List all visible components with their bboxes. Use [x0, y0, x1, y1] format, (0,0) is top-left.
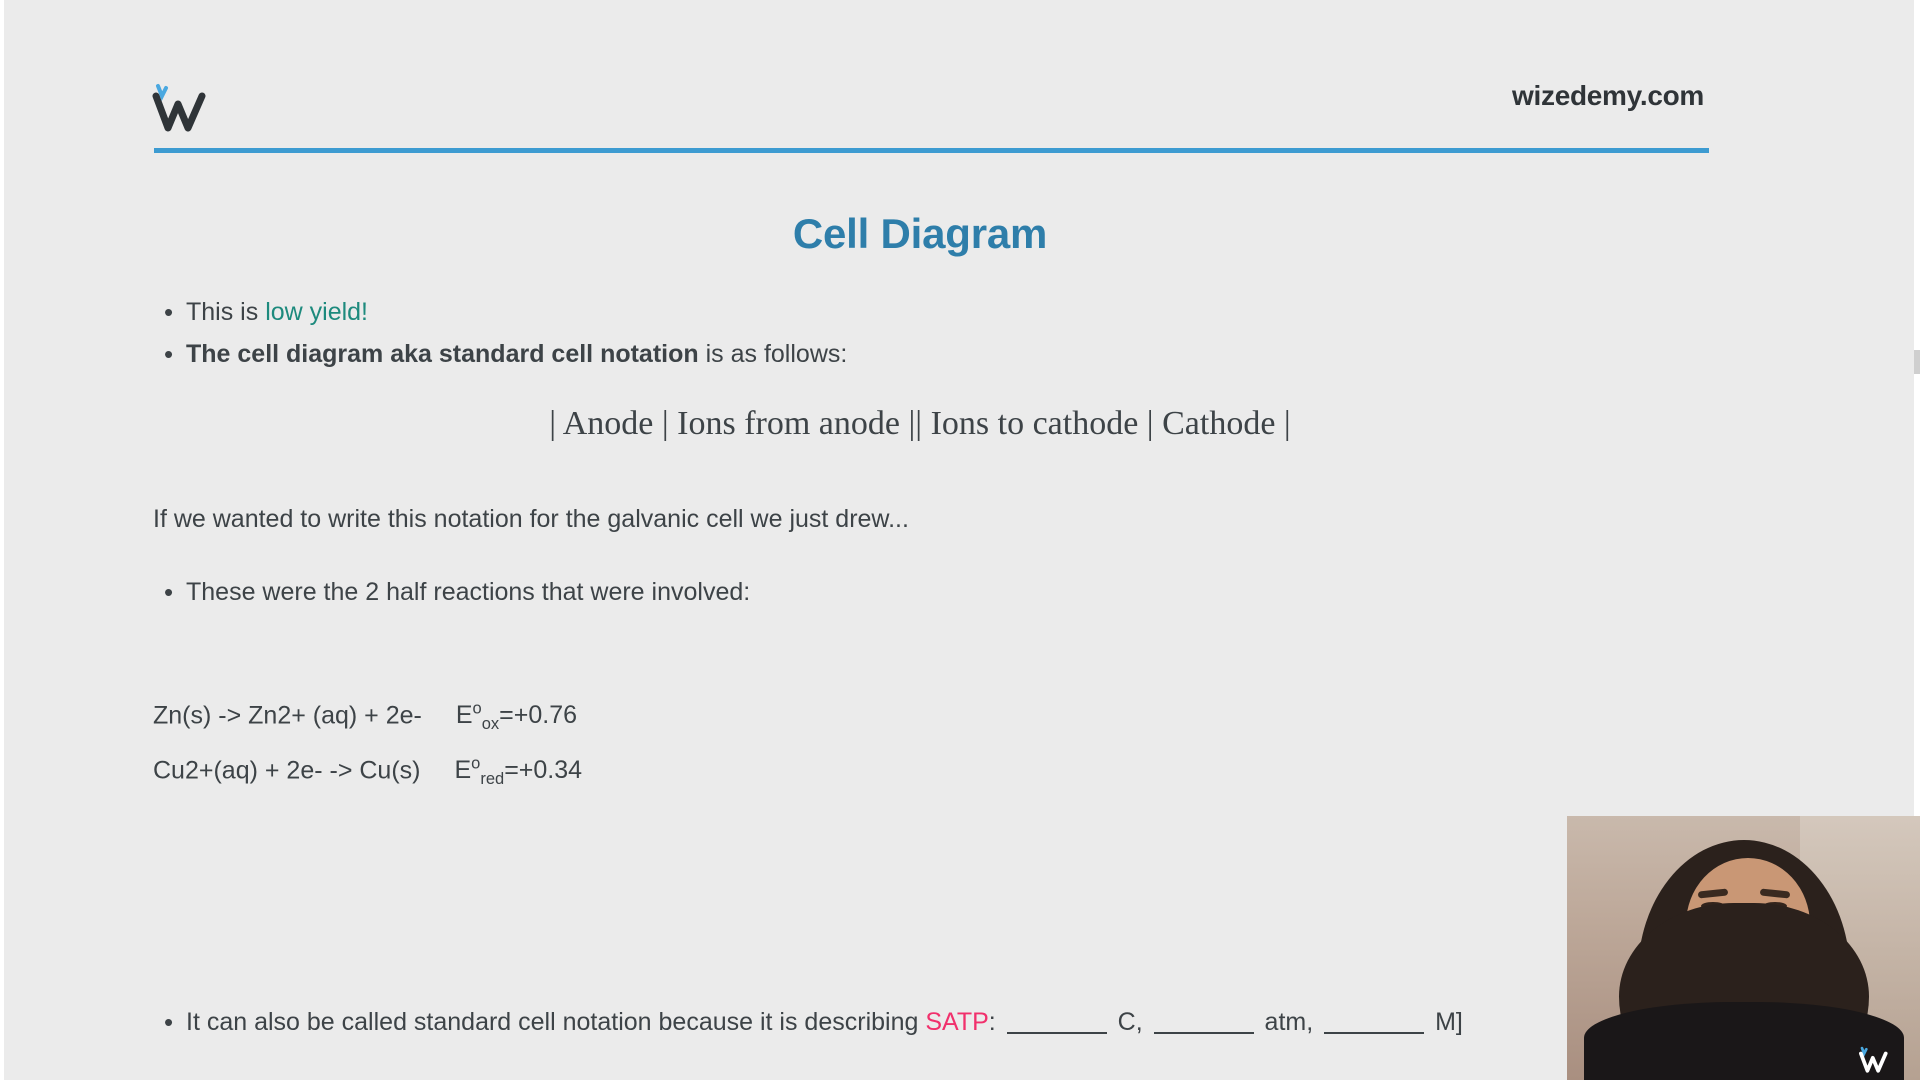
left-edge-gutter	[0, 0, 4, 1080]
list-item	[164, 339, 847, 370]
reaction-1-potential: $E^o_{ox}=+0.76$	[455, 700, 578, 734]
right-edge-artifact	[1914, 350, 1920, 374]
reaction-2-equation: Cu2+(aq) + 2e- -> Cu(s)	[153, 756, 421, 785]
bullet-dot: •	[164, 1007, 174, 1037]
cell-notation-line: | Anode | Ions from anode || Ions to cathode | Cathode |	[549, 405, 1291, 442]
presenter-shirt	[1584, 1002, 1904, 1080]
blank-pressure	[1154, 1032, 1254, 1034]
satp-highlight: SATP	[925, 1008, 989, 1036]
unit-celsius: C,	[1110, 1008, 1150, 1036]
bullet-2-bold: The cell diagram aka standard cell notation	[186, 340, 699, 368]
bullet-dot: •	[164, 339, 174, 369]
page-title: Cell Diagram	[792, 210, 1048, 257]
half-reaction-row	[153, 700, 577, 734]
unit-atm: atm,	[1257, 1008, 1321, 1036]
reaction-2-potential: $E^o_{red}=+0.34$	[454, 755, 583, 789]
blank-temperature	[1007, 1032, 1107, 1034]
presenter-webcam[interactable]	[1567, 816, 1920, 1080]
bullet-dot: •	[164, 297, 174, 327]
bullet-2-post: is as follows:	[698, 340, 848, 368]
list-item	[164, 577, 750, 608]
bullet-4-pre: It can also be called standard cell notation because it is describing	[186, 1008, 926, 1036]
bullet-dot: •	[164, 577, 174, 607]
half-reaction-row	[153, 755, 582, 789]
wizedemy-w-logo-icon	[1858, 1046, 1894, 1074]
blank-concentration	[1324, 1032, 1424, 1034]
lead-in-text: If we wanted to write this notation for the galvanic cell we just drew...	[153, 505, 909, 533]
bullet-3-text: These were the 2 half reactions that were involved:	[186, 578, 751, 606]
reaction-1-equation: Zn(s) -> Zn2+ (aq) + 2e-	[153, 701, 422, 730]
list-item	[164, 297, 368, 328]
bullet-1-pre: This is	[186, 298, 266, 326]
list-item	[164, 1007, 1724, 1038]
unit-molar: M]	[1428, 1008, 1463, 1036]
bullet-4-colon: :	[988, 1008, 1003, 1036]
bullet-1-highlight: low yield!	[265, 298, 369, 326]
header-divider	[154, 148, 1709, 153]
site-name: wizedemy.com	[1512, 80, 1704, 111]
wizedemy-w-logo-icon	[152, 82, 216, 134]
